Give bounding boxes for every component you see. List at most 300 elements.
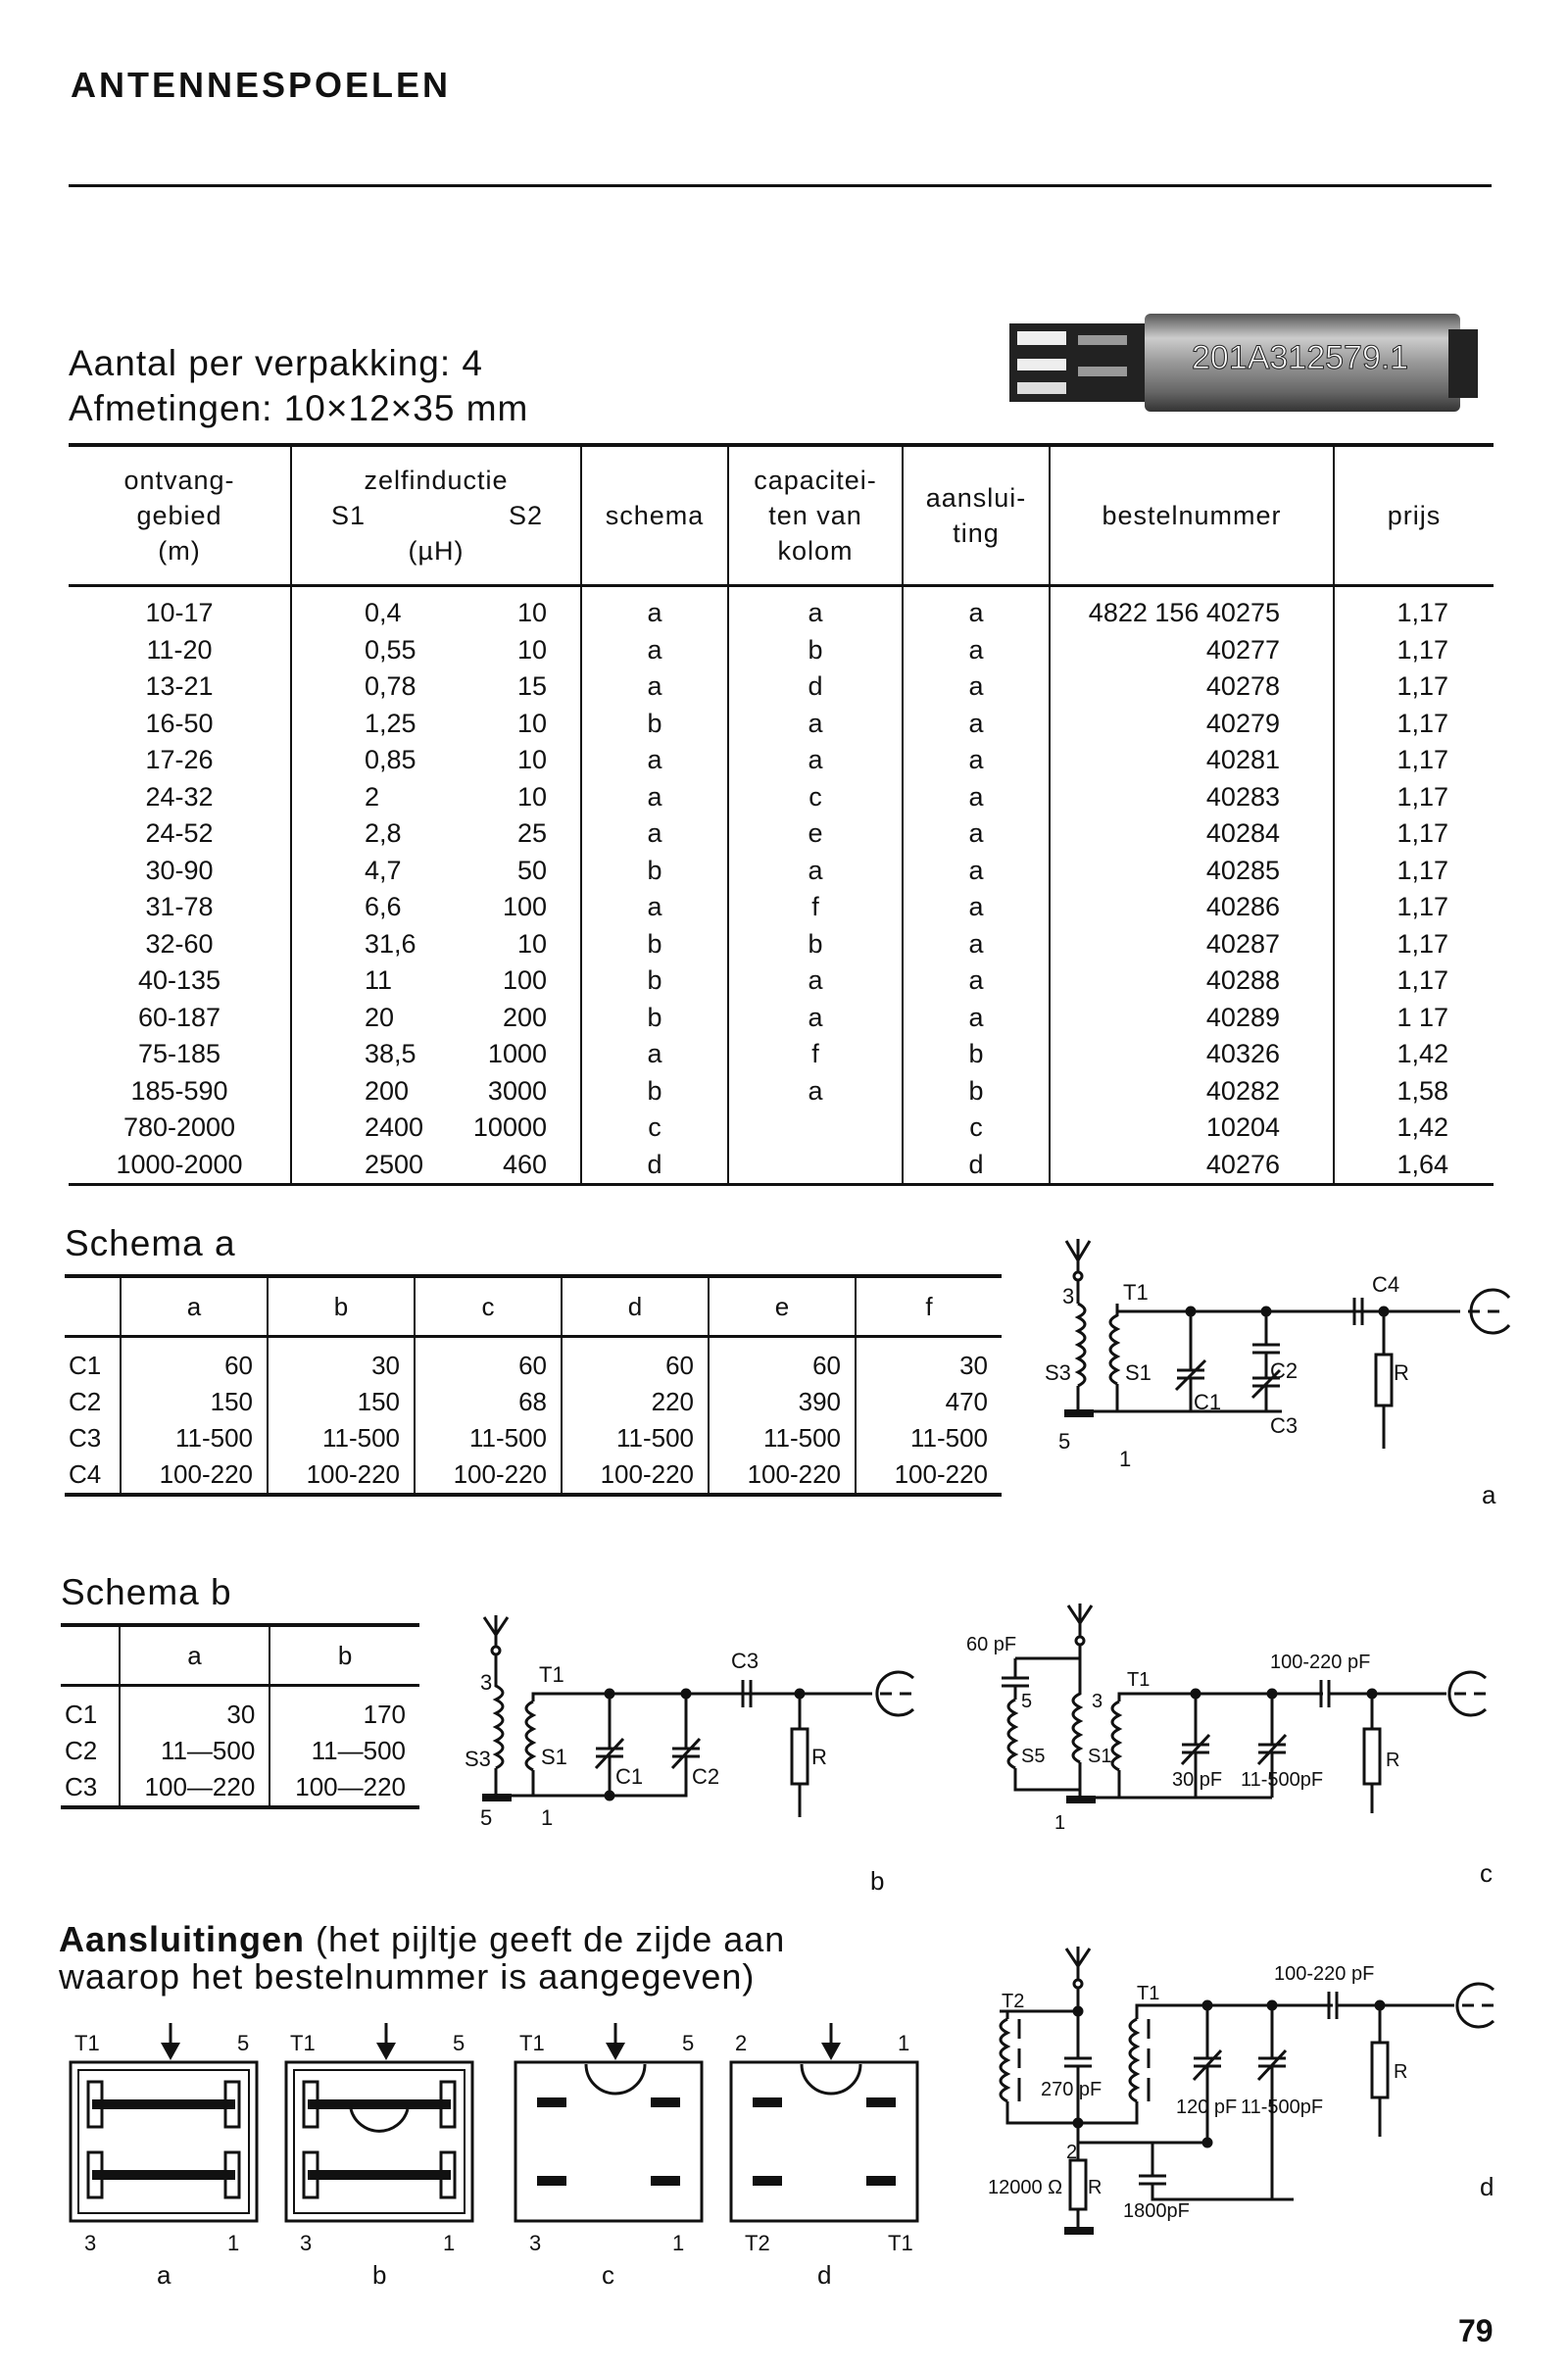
schema-b-title: Schema b	[61, 1572, 232, 1612]
pin-label: T1	[888, 2231, 913, 2255]
range-cell: 17-26	[145, 745, 214, 774]
connection-cell: d	[903, 1147, 1050, 1185]
table-row	[69, 962, 1494, 1000]
value-cell: 11-500	[856, 1420, 1002, 1456]
value-cell: 100-220	[709, 1456, 856, 1495]
svg-text:T1: T1	[539, 1662, 564, 1687]
s2-value: 100	[502, 892, 547, 921]
table-row	[69, 706, 1494, 743]
price-cell: 1,17	[1334, 889, 1494, 926]
circuit-diagram-b	[461, 1607, 931, 1843]
order-number-cell: 40282	[1050, 1073, 1334, 1110]
table-row	[65, 1337, 1002, 1385]
value-cell: 100—220	[120, 1769, 270, 1807]
connection-cell: b	[903, 1036, 1050, 1073]
inductance-cell	[291, 926, 581, 963]
order-number-cell: 40283	[1050, 779, 1334, 816]
svg-text:100-220 pF: 100-220 pF	[1274, 1963, 1375, 1985]
price-cell: 1,17	[1334, 586, 1494, 632]
table-row	[69, 1110, 1494, 1147]
range-cell: 31-78	[145, 892, 214, 921]
pin-pad	[651, 2176, 680, 2186]
svg-text:12000 Ω: 12000 Ω	[988, 2177, 1063, 2198]
range-cell: 13-21	[145, 671, 214, 701]
schema-a-col-b: b	[268, 1276, 415, 1337]
schema-cell: b	[581, 962, 728, 1000]
pin-label: 5	[453, 2031, 466, 2055]
svg-text:S3: S3	[465, 1747, 491, 1771]
title-divider	[69, 184, 1492, 187]
svg-text:C1: C1	[615, 1764, 644, 1789]
value-cell: 11—500	[120, 1733, 270, 1769]
table-row	[69, 586, 1494, 632]
pin-bar	[92, 2099, 235, 2109]
range-cell: 16-50	[145, 708, 214, 738]
pin-label: 3	[529, 2231, 542, 2255]
connection-cell: a	[903, 742, 1050, 779]
header-prijs: prijs	[1334, 445, 1494, 586]
svg-text:120 pF: 120 pF	[1176, 2097, 1238, 2118]
inductance-cell	[291, 706, 581, 743]
s1-value: 38,5	[365, 1039, 416, 1068]
price-cell: 1,17	[1334, 853, 1494, 890]
component-inner	[78, 2070, 249, 2213]
s2-value: 15	[516, 671, 547, 701]
s1-value: 200	[365, 1075, 410, 1106]
circuit-diagram-a	[1039, 1233, 1548, 1517]
inductance-cell	[291, 1110, 581, 1147]
connection-cell: a	[903, 962, 1050, 1000]
schema-cell: a	[581, 668, 728, 706]
range-cell: 11-20	[146, 634, 213, 665]
s1-value: 6,6	[365, 892, 402, 921]
inductance-cell	[291, 742, 581, 779]
svg-text:T2: T2	[1002, 1991, 1025, 2012]
row-label: C1	[65, 1700, 98, 1729]
pin-label: 5	[682, 2031, 695, 2055]
svg-text:5: 5	[1058, 1429, 1071, 1454]
connection-cell: a	[903, 889, 1050, 926]
s2-value: 25	[516, 818, 547, 848]
svg-text:S3: S3	[1045, 1360, 1071, 1385]
range-cell: 185-590	[130, 1075, 228, 1106]
inductance-cell	[291, 889, 581, 926]
diagram-c-letter: c	[1480, 1858, 1493, 1888]
schema-b-col-b: b	[270, 1625, 419, 1686]
schema-cell: a	[581, 779, 728, 816]
diagram-d-letter: d	[1480, 2172, 1494, 2201]
table-row	[69, 742, 1494, 779]
inductance-cell	[291, 779, 581, 816]
pin-label: 1	[672, 2231, 685, 2255]
s1-value: 2500	[365, 1149, 424, 1179]
svg-text:11-500pF: 11-500pF	[1241, 1769, 1324, 1791]
table-row	[69, 1036, 1494, 1073]
pin-bar	[308, 2170, 451, 2180]
inductance-cell	[291, 668, 581, 706]
arrow-head-icon	[376, 2043, 396, 2060]
coil-table	[69, 443, 1494, 1186]
s2-value: 10	[516, 634, 547, 665]
pin-pad	[866, 2097, 896, 2107]
schema-cell: b	[581, 853, 728, 890]
svg-text:100-220 pF: 100-220 pF	[1270, 1652, 1371, 1673]
header-schema: schema	[581, 445, 728, 586]
row-label: C2	[69, 1387, 102, 1416]
s1-value: 0,55	[365, 634, 416, 665]
capacity-cell	[728, 1110, 903, 1147]
value-cell: 220	[562, 1384, 709, 1420]
capacity-cell: a	[728, 853, 903, 890]
range-cell: 30-90	[145, 855, 214, 885]
connection-cell: a	[903, 779, 1050, 816]
svg-text:270 pF: 270 pF	[1041, 2079, 1102, 2100]
order-number-cell: 40278	[1050, 668, 1334, 706]
schema-b-table	[61, 1623, 419, 1809]
price-cell: 1,17	[1334, 632, 1494, 669]
range-cell: 24-32	[145, 781, 214, 812]
svg-text:1: 1	[541, 1805, 554, 1830]
inductance-cell	[291, 962, 581, 1000]
order-number-cell: 40286	[1050, 889, 1334, 926]
s2-value: 50	[516, 855, 547, 885]
inductance-cell	[291, 1073, 581, 1110]
pin-pad	[537, 2176, 566, 2186]
svg-text:S5: S5	[1021, 1746, 1046, 1767]
pin-bar	[308, 2099, 451, 2109]
schema-a-col-a: a	[121, 1276, 268, 1337]
s2-value: 460	[502, 1149, 547, 1179]
connection-cell: a	[903, 853, 1050, 890]
range-cell: 60-187	[137, 1002, 221, 1032]
circuit-diagram-d	[960, 1941, 1509, 2274]
s2-value: 3000	[487, 1075, 547, 1106]
value-cell: 100—220	[270, 1769, 419, 1807]
value-cell: 150	[121, 1384, 268, 1420]
order-number-cell: 40281	[1050, 742, 1334, 779]
order-number-cell: 4822 156 40275	[1050, 586, 1334, 632]
price-cell: 1,64	[1334, 1147, 1494, 1185]
svg-text:S1: S1	[541, 1745, 567, 1769]
range-cell: 780-2000	[122, 1112, 236, 1142]
pin-pad	[537, 2097, 566, 2107]
svg-text:R: R	[1394, 1360, 1409, 1385]
inductance-cell	[291, 1000, 581, 1037]
schema-cell: a	[581, 889, 728, 926]
svg-text:C2: C2	[692, 1764, 720, 1789]
svg-text:1: 1	[1119, 1447, 1132, 1471]
notch-icon	[351, 2109, 408, 2131]
value-cell: 100-220	[268, 1456, 415, 1495]
arrow-head-icon	[161, 2043, 180, 2060]
inductance-cell	[291, 853, 581, 890]
capacity-cell: f	[728, 889, 903, 926]
s1-value: 0,78	[365, 671, 416, 701]
order-number-cell: 40279	[1050, 706, 1334, 743]
connection-cell: a	[903, 926, 1050, 963]
s1-value: 0,85	[365, 745, 416, 774]
connection-cell: a	[903, 706, 1050, 743]
coil-label: 201A312579.1	[1192, 339, 1409, 376]
schema-cell: b	[581, 1000, 728, 1037]
row-label: C2	[65, 1736, 98, 1765]
table-row	[69, 1147, 1494, 1185]
schema-cell: b	[581, 706, 728, 743]
capacity-cell: f	[728, 1036, 903, 1073]
svg-text:C2: C2	[1270, 1358, 1298, 1383]
capacity-cell: b	[728, 926, 903, 963]
header-aansluiting: aanslui- ting	[903, 445, 1050, 586]
value-cell: 68	[415, 1384, 562, 1420]
row-label: C3	[61, 1769, 120, 1807]
range-cell: 75-185	[137, 1039, 221, 1068]
price-cell: 1,58	[1334, 1073, 1494, 1110]
svg-text:T1: T1	[1123, 1280, 1149, 1305]
value-cell: 11-500	[709, 1420, 856, 1456]
connection-letter: d	[817, 2260, 832, 2290]
range-cell: 24-52	[145, 818, 214, 848]
pin-pad	[866, 2176, 896, 2186]
page-number: 79	[1458, 2313, 1494, 2348]
header-capaciteiten: capacitei- ten van kolom	[728, 445, 903, 586]
s2-value: 100	[502, 965, 547, 995]
value-cell: 30	[120, 1686, 270, 1734]
order-number-cell: 40289	[1050, 1000, 1334, 1037]
range-cell: 10-17	[145, 598, 214, 627]
range-cell: 1000-2000	[69, 1147, 291, 1185]
order-number-cell: 40276	[1050, 1147, 1334, 1185]
connection-cell: a	[903, 586, 1050, 632]
circuit-diagram-c	[960, 1598, 1509, 1852]
svg-text:R: R	[1386, 1750, 1400, 1771]
value-cell: 60	[709, 1337, 856, 1385]
connection-cell: b	[903, 1073, 1050, 1110]
order-number-cell: 40288	[1050, 962, 1334, 1000]
value-cell: 100-220	[856, 1456, 1002, 1495]
schema-a-corner	[65, 1276, 121, 1337]
connection-b	[286, 2023, 472, 2290]
order-number-cell: 40284	[1050, 815, 1334, 853]
connection-cell: a	[903, 668, 1050, 706]
connection-cell: a	[903, 1000, 1050, 1037]
table-row	[69, 668, 1494, 706]
table-row	[69, 1073, 1494, 1110]
pin-label: 1	[227, 2231, 240, 2255]
table-row	[61, 1686, 419, 1734]
price-cell: 1,17	[1334, 926, 1494, 963]
order-number-cell: 40326	[1050, 1036, 1334, 1073]
packaging-info: Aantal per verpakking: 4	[69, 343, 484, 383]
value-cell: 30	[856, 1337, 1002, 1385]
pin-label: 3	[84, 2231, 97, 2255]
table-row	[69, 926, 1494, 963]
range-cell: 40-135	[137, 965, 221, 995]
connection-cell: a	[903, 632, 1050, 669]
s2-value: 10	[516, 745, 547, 774]
value-cell: 170	[270, 1686, 419, 1734]
schema-a-col-e: e	[709, 1276, 856, 1337]
svg-text:T1: T1	[1137, 1983, 1160, 2004]
order-number-cell: 40285	[1050, 853, 1334, 890]
svg-text:C3: C3	[731, 1649, 760, 1673]
schema-cell: a	[581, 815, 728, 853]
coil-photo	[1009, 312, 1482, 416]
connection-letter: c	[602, 2260, 614, 2290]
schema-a-table	[65, 1274, 1002, 1497]
s1-value: 2,8	[365, 818, 402, 848]
capacity-cell: b	[728, 632, 903, 669]
diagram-b-letter: b	[870, 1866, 885, 1896]
pin-label: 3	[300, 2231, 313, 2255]
schema-b-col-a: a	[120, 1625, 270, 1686]
pin-label: 1	[443, 2231, 456, 2255]
schema-b-corner	[61, 1625, 120, 1686]
value-cell: 100-220	[121, 1456, 268, 1495]
svg-text:3: 3	[1092, 1691, 1103, 1712]
price-cell: 1 17	[1334, 1000, 1494, 1037]
pin-label: 5	[237, 2031, 250, 2055]
connection-letter: a	[157, 2260, 172, 2290]
pin-label: 1	[898, 2031, 910, 2055]
svg-text:R: R	[1394, 2061, 1408, 2083]
svg-text:C1: C1	[1194, 1390, 1222, 1414]
value-cell: 470	[856, 1384, 1002, 1420]
svg-text:11-500pF: 11-500pF	[1241, 2097, 1324, 2118]
range-cell: 32-60	[145, 928, 214, 959]
s2-value: 10000	[472, 1112, 547, 1142]
schema-cell: a	[581, 586, 728, 632]
s2-value: 10	[516, 928, 547, 959]
schema-a-col-c: c	[415, 1276, 562, 1337]
inductance-cell	[291, 1036, 581, 1073]
arrow-head-icon	[606, 2043, 625, 2060]
inductance-cell	[291, 632, 581, 669]
price-cell: 1,17	[1334, 779, 1494, 816]
connection-diagrams	[59, 2009, 941, 2290]
svg-text:3: 3	[480, 1670, 493, 1695]
s1-value: 20	[365, 1002, 395, 1032]
price-cell: 1,17	[1334, 742, 1494, 779]
price-cell: 1,17	[1334, 668, 1494, 706]
value-cell: 11-500	[121, 1420, 268, 1456]
value-cell: 60	[121, 1337, 268, 1385]
table-row	[65, 1384, 1002, 1420]
price-cell: 1,17	[1334, 962, 1494, 1000]
s2-value: 10	[516, 781, 547, 812]
schema-a-title: Schema a	[65, 1223, 236, 1263]
schema-cell: a	[581, 1036, 728, 1073]
schema-cell: b	[581, 926, 728, 963]
arrow-head-icon	[821, 2043, 841, 2060]
price-cell: 1,17	[1334, 706, 1494, 743]
value-cell: 60	[562, 1337, 709, 1385]
notch-icon	[802, 2064, 860, 2094]
pin-label: 2	[735, 2031, 748, 2055]
svg-text:30 pF: 30 pF	[1172, 1769, 1223, 1791]
pin-pad	[753, 2097, 782, 2107]
value-cell: 100-220	[415, 1456, 562, 1495]
row-label: C4	[65, 1456, 121, 1495]
svg-text:S1: S1	[1088, 1746, 1112, 1767]
connection-a	[71, 2023, 257, 2290]
capacity-cell	[728, 1147, 903, 1185]
value-cell: 11-500	[268, 1420, 415, 1456]
value-cell: 30	[268, 1337, 415, 1385]
table-row	[69, 853, 1494, 890]
row-label: C3	[69, 1423, 102, 1453]
pin-label: T1	[290, 2031, 316, 2055]
pin-label: T1	[74, 2031, 100, 2055]
value-cell: 11-500	[562, 1420, 709, 1456]
connections-heading: Aansluitingen (het pijltje geeft de zijde aan waarop het bestelnummer is aangegeven)	[59, 1919, 786, 1997]
s1-value: 31,6	[365, 928, 416, 959]
table-row	[65, 1456, 1002, 1495]
value-cell: 100-220	[562, 1456, 709, 1495]
capacity-cell: c	[728, 779, 903, 816]
price-cell: 1,17	[1334, 815, 1494, 853]
svg-text:T1: T1	[1127, 1669, 1151, 1691]
capacity-cell: a	[728, 962, 903, 1000]
capacity-cell: a	[728, 706, 903, 743]
dimensions-info: Afmetingen: 10×12×35 mm	[69, 388, 529, 428]
page-title: ANTENNESPOELEN	[71, 65, 452, 105]
pin-label: T1	[519, 2031, 545, 2055]
schema-cell: d	[581, 1147, 728, 1185]
s1-value: 1,25	[365, 708, 416, 738]
svg-text:3: 3	[1062, 1284, 1075, 1308]
order-number-cell: 40287	[1050, 926, 1334, 963]
table-header-row	[69, 445, 1494, 586]
header-bestelnummer: bestelnummer	[1050, 445, 1334, 586]
capacity-cell: a	[728, 742, 903, 779]
connection-d	[731, 2023, 917, 2290]
header-zelfinductie: zelfinductie S1 S2 (µH)	[291, 445, 581, 586]
s1-value: 4,7	[365, 855, 402, 885]
table-row	[69, 889, 1494, 926]
schema-cell: b	[581, 1073, 728, 1110]
table-row	[61, 1733, 419, 1769]
s1-value: 2	[365, 781, 380, 812]
schema-a-col-f: f	[856, 1276, 1002, 1337]
capacity-cell: a	[728, 586, 903, 632]
diagram-a-letter: a	[1482, 1480, 1496, 1509]
component-inner	[294, 2070, 465, 2213]
header-ontvanggebied: ontvang- gebied (m)	[69, 445, 291, 586]
svg-text:1800pF: 1800pF	[1123, 2200, 1190, 2222]
svg-text:R: R	[1088, 2177, 1102, 2198]
pin-pad	[651, 2097, 680, 2107]
svg-text:1: 1	[1054, 1812, 1066, 1834]
s2-value: 10	[516, 708, 547, 738]
inductance-cell	[291, 815, 581, 853]
s2-value: 1000	[487, 1039, 547, 1068]
connection-cell: a	[903, 815, 1050, 853]
svg-text:R: R	[811, 1745, 827, 1769]
schema-cell: c	[581, 1110, 728, 1147]
connection-letter: b	[372, 2260, 387, 2290]
svg-text:5: 5	[1021, 1691, 1033, 1712]
capacity-cell: a	[728, 1073, 903, 1110]
capacity-cell: e	[728, 815, 903, 853]
notch-icon	[586, 2064, 645, 2094]
value-cell: 11-500	[415, 1420, 562, 1456]
svg-text:C3: C3	[1270, 1413, 1298, 1438]
inductance-cell	[291, 586, 581, 632]
value-cell: 150	[268, 1384, 415, 1420]
svg-text:5: 5	[480, 1805, 493, 1830]
s1-value: 2400	[365, 1112, 424, 1142]
row-label: C1	[69, 1351, 102, 1380]
